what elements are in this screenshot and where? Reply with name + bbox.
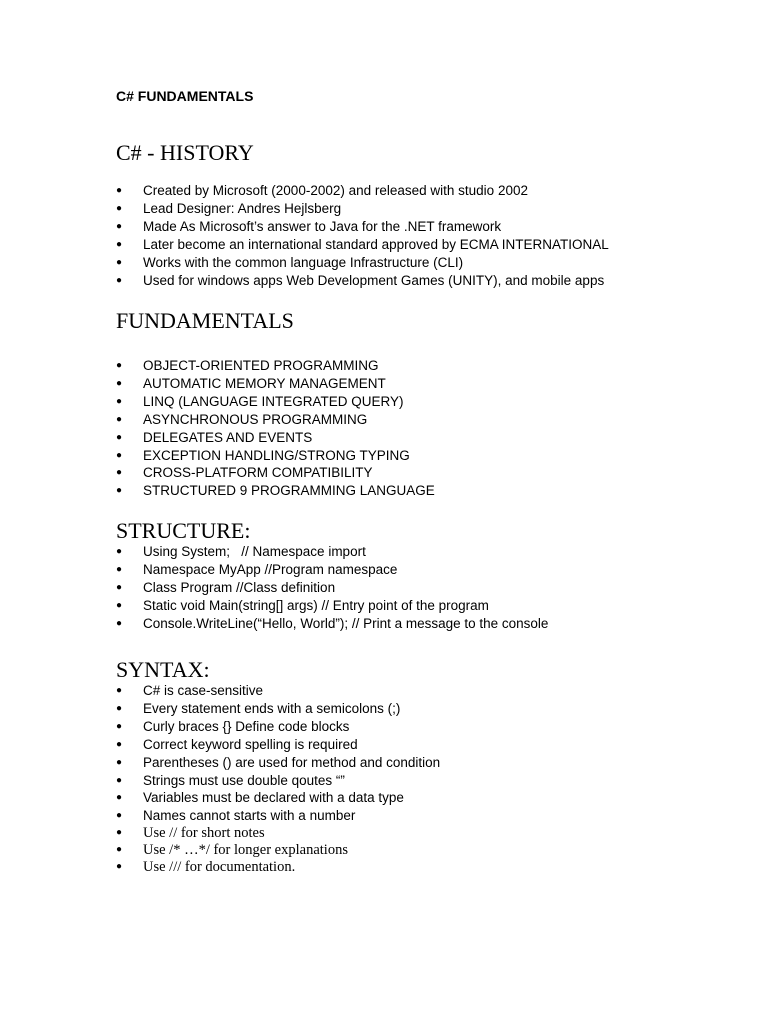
bullet-icon: ●	[116, 431, 123, 443]
list-item-text: LINQ (LANGUAGE INTEGRATED QUERY)	[143, 393, 404, 409]
bullet-icon: ●	[116, 220, 123, 232]
bullet-icon: ●	[116, 685, 123, 696]
list-item	[116, 182, 609, 200]
list-item	[116, 859, 440, 876]
bullet-icon: ●	[116, 202, 123, 214]
bullet-icon: ●	[116, 449, 123, 461]
list-item-text: Class Program //Class definition	[143, 579, 336, 595]
list-item	[116, 272, 609, 290]
list-item-text: Use // for short notes	[143, 825, 265, 842]
document-title: C# FUNDAMENTALS	[116, 88, 254, 104]
list-item	[116, 447, 435, 465]
bullet-icon: ●	[116, 860, 123, 872]
section-heading-syntax: SYNTAX:	[116, 657, 210, 682]
list-item-text: Static void Main(string[] args) // Entry point of the program	[143, 597, 489, 613]
list-item	[116, 807, 440, 825]
list-item-text: OBJECT-ORIENTED PROGRAMMING	[143, 358, 379, 373]
list-item	[116, 682, 440, 700]
list-item-text: Lead Designer: Andres Hejlsberg	[143, 200, 342, 216]
list-item	[116, 254, 609, 272]
list-item-text: STRUCTURED 9 PROGRAMMING LANGUAGE	[143, 483, 435, 499]
bullet-icon: ●	[116, 599, 123, 611]
bullet-icon: ●	[116, 702, 123, 714]
list-item	[116, 218, 609, 236]
list-item-text: Parentheses () are used for method and condition	[143, 754, 441, 770]
list-item	[116, 736, 440, 754]
bullet-icon: ●	[116, 360, 123, 371]
fundamentals-list	[116, 357, 435, 500]
bullet-icon: ●	[116, 563, 123, 575]
list-item	[116, 393, 435, 411]
syntax-list	[116, 682, 440, 876]
list-item	[116, 464, 435, 482]
bullet-icon: ●	[116, 238, 123, 250]
list-item-text: Later become an international standard approved by ECMA INTERNATIONAL	[143, 236, 609, 252]
list-item-text: Made As Microsoft’s answer to Java for the .NET framework	[143, 218, 502, 234]
list-item-text: C# is case-sensitive	[143, 683, 264, 698]
list-item	[116, 825, 440, 842]
list-item-text: Every statement ends with a semicolons (;)	[143, 700, 401, 716]
bullet-icon: ●	[116, 413, 123, 425]
section-heading-structure: STRUCTURE:	[116, 518, 251, 543]
bullet-icon: ●	[116, 756, 123, 768]
bullet-icon: ●	[116, 581, 123, 593]
bullet-icon: ●	[116, 546, 123, 557]
list-item	[116, 700, 440, 718]
list-item-text: CROSS-PLATFORM COMPATIBILITY	[143, 465, 373, 481]
list-item-text: Console.WriteLine(“Hello, World”); // Print a message to the console	[143, 615, 549, 631]
list-item	[116, 615, 548, 633]
list-item	[116, 236, 609, 254]
list-item	[116, 561, 548, 579]
list-item-text: Works with the common language Infrastructure (CLI)	[143, 254, 464, 270]
bullet-icon: ●	[116, 274, 123, 286]
list-item-text: Use /* …*/ for longer explanations	[143, 842, 348, 859]
list-item-text: DELEGATES AND EVENTS	[143, 429, 313, 445]
section-heading-fundamentals: FUNDAMENTALS	[116, 308, 294, 333]
list-item	[116, 842, 440, 859]
bullet-icon: ●	[116, 617, 123, 629]
bullet-icon: ●	[116, 185, 123, 196]
bullet-icon: ●	[116, 827, 123, 839]
bullet-icon: ●	[116, 810, 123, 822]
list-item-text: Curly braces {} Define code blocks	[143, 718, 350, 734]
list-item	[116, 579, 548, 597]
list-item-text: AUTOMATIC MEMORY MANAGEMENT	[143, 375, 386, 391]
bullet-icon: ●	[116, 720, 123, 732]
list-item-text: EXCEPTION HANDLING/STRONG TYPING	[143, 447, 410, 463]
list-item-text: Use /// for documentation.	[143, 858, 296, 875]
bullet-icon: ●	[116, 467, 123, 479]
list-item-text: Using System; // Namespace import	[143, 544, 366, 559]
list-item-text: Created by Microsoft (2000-2002) and released with studio 2002	[143, 183, 528, 198]
bullet-icon: ●	[116, 485, 123, 497]
list-item-text: Namespace MyApp //Program namespace	[143, 561, 398, 577]
list-item	[116, 718, 440, 736]
list-item	[116, 597, 548, 615]
bullet-icon: ●	[116, 844, 123, 856]
list-item	[116, 754, 440, 772]
list-item-text: Correct keyword spelling is required	[143, 736, 358, 752]
structure-list	[116, 543, 548, 633]
list-item-text: Strings must use double qoutes “”	[143, 772, 345, 788]
list-item-text: ASYNCHRONOUS PROGRAMMING	[143, 411, 368, 427]
bullet-icon: ●	[116, 395, 123, 407]
list-item	[116, 429, 435, 447]
bullet-icon: ●	[116, 774, 123, 786]
list-item	[116, 482, 435, 500]
list-item	[116, 789, 440, 807]
list-item	[116, 772, 440, 790]
list-item	[116, 543, 548, 561]
list-item	[116, 411, 435, 429]
list-item	[116, 357, 435, 375]
bullet-icon: ●	[116, 377, 123, 389]
list-item-text: Names cannot starts with a number	[143, 808, 356, 824]
list-item	[116, 375, 435, 393]
list-item	[116, 200, 609, 218]
list-item-text: Used for windows apps Web Development Games (UNITY), and mobile apps	[143, 272, 605, 288]
bullet-icon: ●	[116, 256, 123, 268]
bullet-icon: ●	[116, 792, 123, 804]
bullet-icon: ●	[116, 738, 123, 750]
list-item-text: Variables must be declared with a data type	[143, 790, 404, 806]
section-heading-history: C# - HISTORY	[116, 140, 254, 165]
history-list	[116, 182, 609, 289]
